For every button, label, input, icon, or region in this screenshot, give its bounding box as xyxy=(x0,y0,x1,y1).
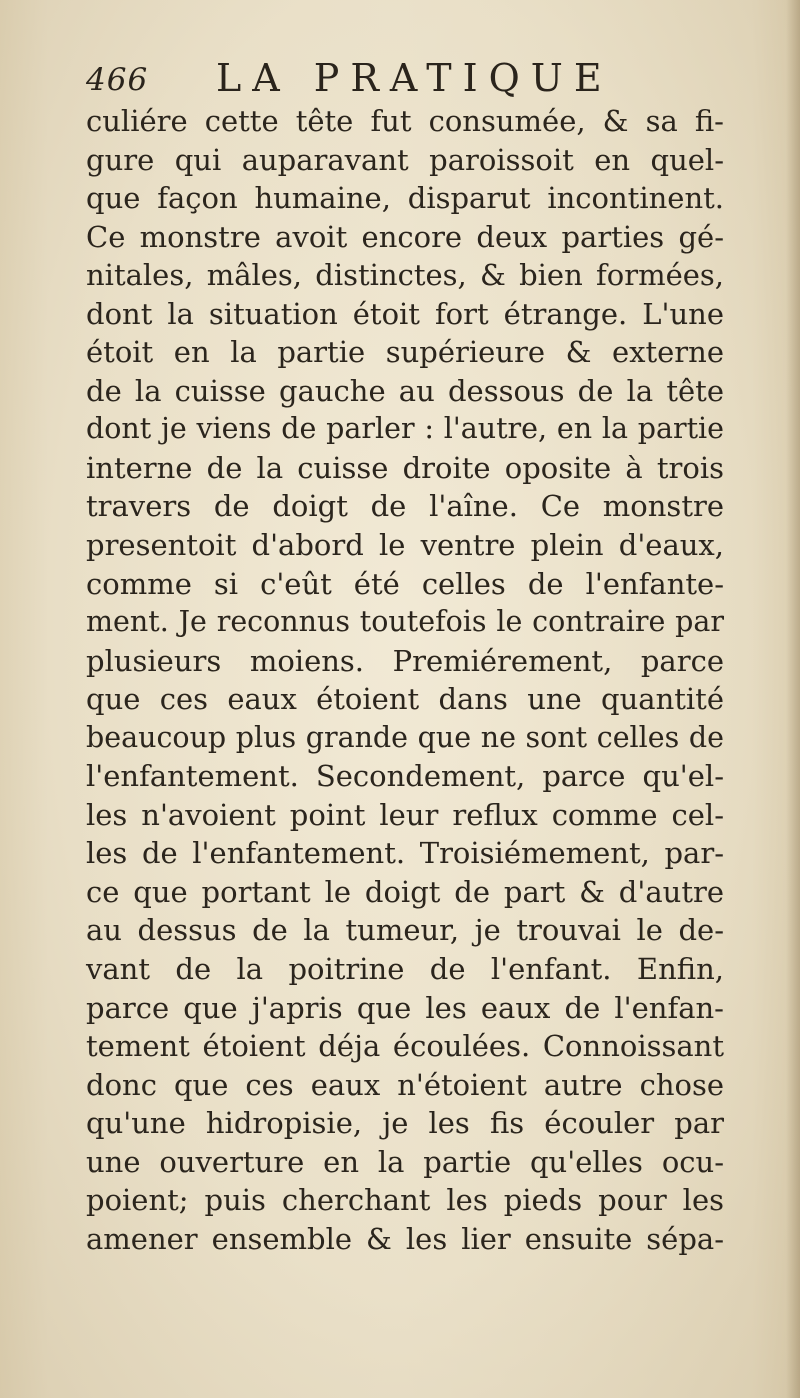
body-text xyxy=(86,102,724,1258)
text-line: amener ensemble & les lier ensuite sépa- xyxy=(86,1221,724,1256)
page-header xyxy=(86,52,726,102)
text-line: dont je viens de parler : l'autre, en la partie xyxy=(86,412,724,446)
text-line: ment. Je reconnus toutefois le contraire par xyxy=(86,605,724,639)
text-line: Ce monstre avoit encore deux parties gé- xyxy=(86,219,724,254)
text-line: interne de la cuisse droite oposite à trois xyxy=(86,450,724,485)
text-line: étoit en la partie supérieure & externe xyxy=(86,335,724,370)
text-line: parce que j'apris que les eaux de l'enfan- xyxy=(86,990,724,1025)
text-line: culiére cette tête fut consumée, & sa fi- xyxy=(86,104,724,138)
text-line: dont la situation étoit fort étrange. L'une xyxy=(86,296,724,331)
text-line: comme si c'eût été celles de l'enfante- xyxy=(86,566,724,601)
text-line: nitales, mâles, distinctes, & bien formées, xyxy=(86,258,724,293)
text-line: beaucoup plus grande que ne sont celles de xyxy=(86,720,724,754)
text-line: l'enfantement. Secondement, parce qu'el- xyxy=(86,759,724,794)
text-line: plusieurs moiens. Premiérement, parce xyxy=(86,643,724,678)
text-line: donc que ces eaux n'étoient autre chose xyxy=(86,1067,724,1102)
text-line: ce que portant le doigt de part & d'autre xyxy=(86,874,724,909)
text-line: les de l'enfantement. Troisiémement, par- xyxy=(86,836,724,871)
text-line: tement étoient déja écoulées. Connoissant xyxy=(86,1029,724,1064)
text-line: presentoit d'abord le ventre plein d'eaux, xyxy=(86,528,724,563)
text-line: que façon humaine, disparut incontinent. xyxy=(86,181,724,216)
running-title: LA PRATIQUE xyxy=(216,56,613,100)
text-line: que ces eaux étoient dans une quantité xyxy=(86,682,724,717)
text-line: qu'une hidropisie, je les fis écouler par xyxy=(86,1106,724,1141)
text-line: au dessus de la tumeur, je trouvai le de- xyxy=(86,913,724,948)
text-line: de la cuisse gauche au dessous de la tête xyxy=(86,373,724,408)
text-line: travers de doigt de l'aîne. Ce monstre xyxy=(86,489,724,524)
text-line: gure qui auparavant paroissoit en quel- xyxy=(86,142,724,177)
text-line: les n'avoient point leur reflux comme cel- xyxy=(86,797,724,832)
text-line: poient; puis cherchant les pieds pour les xyxy=(86,1183,724,1218)
text-line: vant de la poitrine de l'enfant. Enfin, xyxy=(86,952,724,987)
page-number: 466 xyxy=(86,62,149,98)
text-line: une ouverture en la partie qu'elles ocu- xyxy=(86,1144,724,1179)
